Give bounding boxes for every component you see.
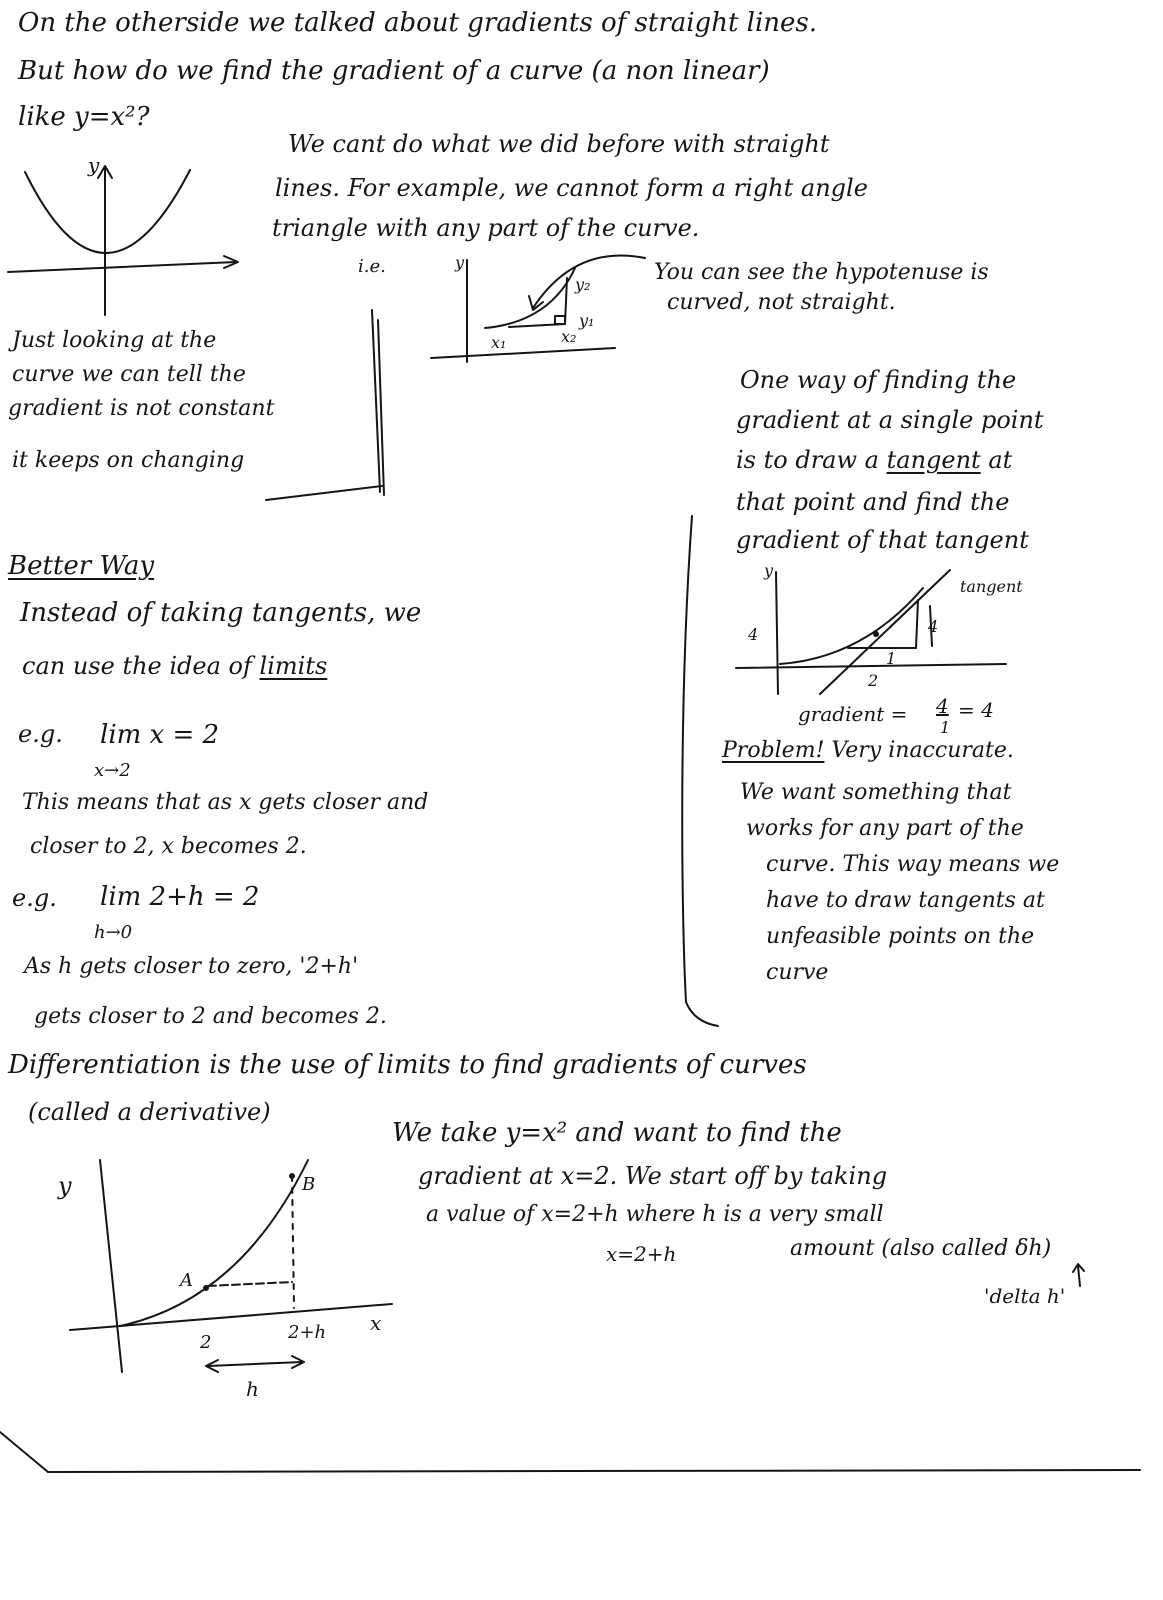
problem-line-2: We want something that: [740, 780, 1012, 805]
take-line-1: We take y=x² and want to find the: [392, 1118, 842, 1148]
problem-line-4: curve. This way means we: [766, 852, 1060, 877]
curve-x-tick-a: 2: [200, 1332, 212, 1353]
limit2-line-2: gets closer to 2 and becomes 2.: [34, 1004, 387, 1029]
just-looking-line-2: curve we can tell the: [12, 362, 246, 387]
parabola-sketch: [0, 150, 260, 320]
limit1-prefix: e.g.: [18, 720, 63, 748]
take-line-3: a value of x=2+h where h is a very small: [426, 1202, 884, 1227]
gradient-lead: gradient =: [798, 702, 908, 726]
cant-do-line-3: triangle with any part of the curve.: [272, 214, 700, 242]
better-way-heading: Better Way: [8, 551, 155, 581]
page-edge-line: [0, 1420, 1163, 1480]
ie-label: i.e.: [358, 256, 386, 277]
triangle-x2: x₂: [561, 327, 577, 346]
intro-line-3: like y=x²?: [18, 102, 150, 132]
curve-sketch: [40, 1140, 400, 1400]
curve-x-tick-b: 2+h: [288, 1322, 327, 1343]
problem-line-5: have to draw tangents at: [766, 888, 1045, 913]
one-way-line-4: that point and find the: [736, 488, 1010, 516]
cant-do-line-1: We cant do what we did before with straight: [288, 130, 830, 158]
problem-bracket: [670, 510, 730, 1030]
triangle-y1: y₁: [579, 311, 595, 330]
problem-heading-line: [722, 740, 1014, 762]
hypotenuse-line-2: curved, not straight.: [667, 290, 896, 315]
limit2-sub: h→0: [94, 922, 133, 943]
better-way-line-1: Instead of taking tangents, we: [20, 598, 422, 628]
intro-line-2: But how do we find the gradient of a curve (a non linear): [18, 56, 770, 86]
tangent-x-tick: 2: [868, 671, 879, 690]
take-line-2: gradient at x=2. We start off by taking: [418, 1162, 888, 1190]
curve-point-b: B: [302, 1174, 316, 1195]
curve-y-label: y: [58, 1172, 72, 1200]
problem-line-7: curve: [766, 960, 829, 985]
limits-underlined: limits: [259, 652, 328, 680]
differentiation-line-2: (called a derivative): [28, 1098, 271, 1126]
one-way-line-1: One way of finding the: [740, 366, 1017, 394]
gradient-result: = 4: [958, 698, 994, 722]
curve-point-a: A: [180, 1270, 193, 1291]
delta-arrow: [1070, 1262, 1090, 1288]
limit2-expr: lim 2+h = 2: [100, 882, 260, 912]
limit1-line-1: This means that as x gets closer and: [22, 790, 429, 815]
triangle-y2: y₂: [575, 275, 591, 294]
tangent-sketch: [728, 562, 1058, 702]
intro-line-1: On the otherside we talked about gradients of straight lines.: [18, 8, 818, 38]
tangent-rise: 4: [928, 617, 939, 636]
problem-line-1: Very inaccurate.: [831, 738, 1014, 763]
better-way-line-2: [22, 654, 327, 678]
curve-h-label: h: [246, 1377, 259, 1401]
differentiation-line-1: Differentiation is the use of limits to find gradients of curves: [8, 1050, 807, 1080]
one-way-line-3-c: at: [988, 446, 1013, 474]
tangent-label: tangent: [960, 577, 1023, 596]
triangle-y-axis: y: [455, 253, 465, 272]
one-way-line-2: gradient at a single point: [736, 406, 1044, 434]
problem-line-3: works for any part of the: [746, 816, 1024, 841]
tangent-underlined: tangent: [886, 446, 981, 474]
curve-x-label: x: [370, 1311, 382, 1335]
one-way-line-5: gradient of that tangent: [736, 526, 1029, 554]
parabola-y-label: y: [88, 153, 100, 177]
better-way-line-2-a: can use the idea of: [22, 652, 252, 680]
just-looking-line-1: Just looking at the: [12, 328, 217, 353]
limit1-expr: lim x = 2: [100, 720, 220, 750]
one-way-line-3-a: is to draw a: [736, 446, 879, 474]
limit1-sub: x→2: [94, 760, 131, 781]
tangent-y-axis: y: [764, 561, 774, 580]
triangle-sketch: [425, 250, 665, 370]
problem-line-6: unfeasible points on the: [766, 924, 1035, 949]
tangent-run: 1: [886, 649, 897, 668]
just-looking-line-4: it keeps on changing: [12, 448, 245, 473]
take-line-5: amount (also called δh): [790, 1236, 1052, 1261]
problem-heading: Problem!: [722, 738, 825, 763]
hypotenuse-line-1: You can see the hypotenuse is: [654, 260, 989, 285]
take-line-4: x=2+h: [606, 1242, 677, 1266]
limit2-prefix: e.g.: [12, 884, 57, 912]
cant-do-line-2: lines. For example, we cannot form a right angle: [275, 174, 868, 202]
one-way-line-3: [736, 448, 1012, 472]
just-looking-line-3: gradient is not constant: [8, 396, 275, 421]
gradient-numerator: 4: [936, 694, 949, 718]
just-looking-bracket: [250, 300, 390, 510]
gradient-denominator: 1: [940, 718, 951, 737]
limit2-line-1: As h gets closer to zero, '2+h': [24, 954, 359, 979]
take-line-6: 'delta h': [984, 1284, 1066, 1308]
limit1-line-2: closer to 2, x becomes 2.: [30, 834, 307, 859]
triangle-x1: x₁: [491, 333, 507, 352]
tangent-y-tick: 4: [748, 625, 759, 644]
